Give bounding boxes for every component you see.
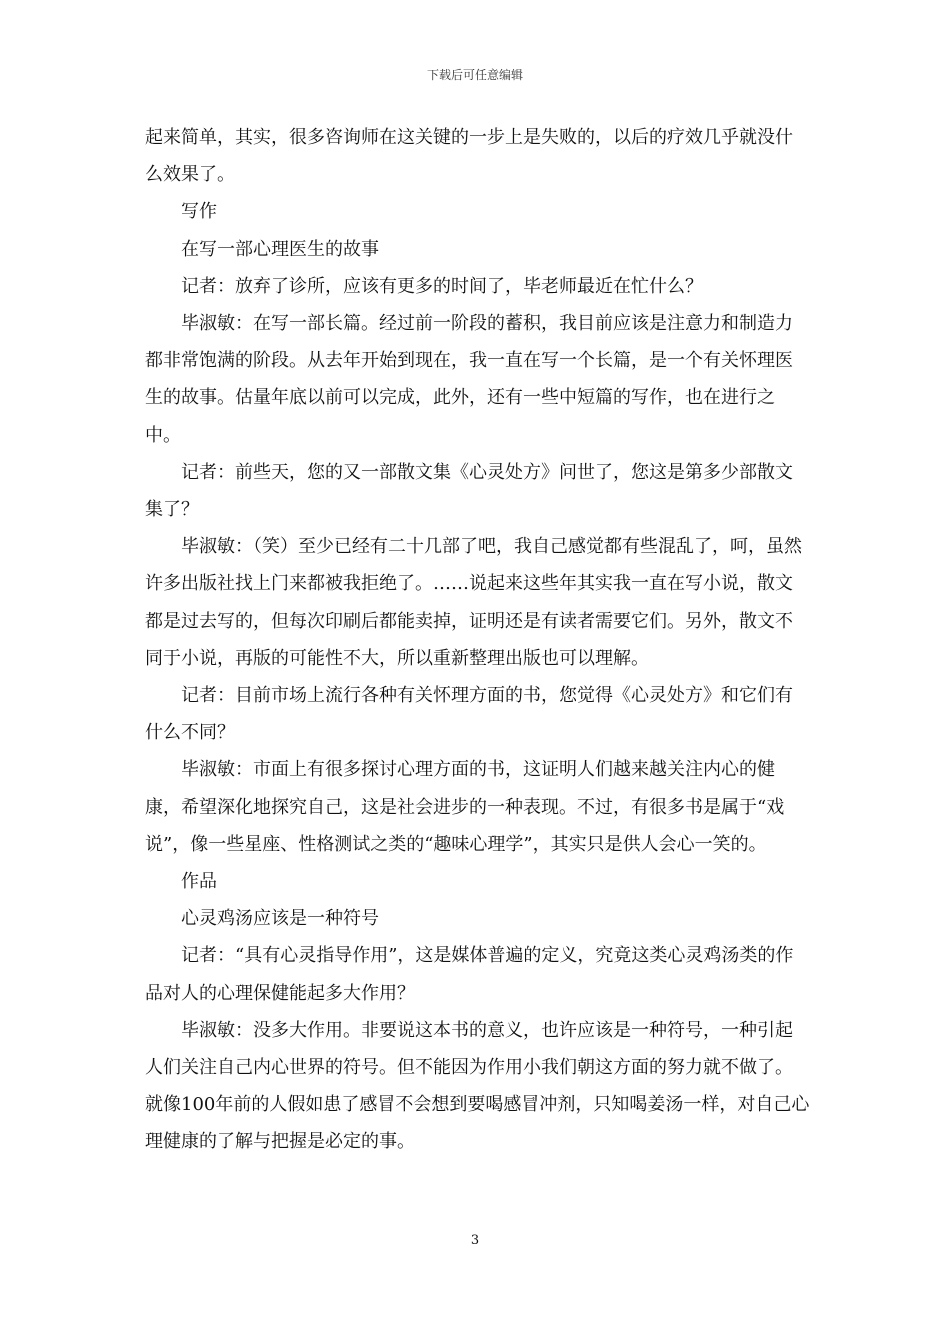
paragraph: 毕淑敏：市面上有很多探讨心理方面的书，这证明人们越来越关注内心的健康，希望深化地探究自己，这是社会进步的一种表现。不过，有很多书是属于“戏说”，像一些星座、性格测试之类的“趣味心理学”，其实只是供人会心一笑的。 (145, 759, 785, 855)
page-header: 下载后可任意编辑 (426, 68, 523, 82)
paragraph: 毕淑敏：没多大作用。非要说这本书的意义，也许应该是一种符号，一种引起人们关注自己内心世界的符号。但不能因为作用小我们朝这方面的努力就不做了。就像100年前的人假如患了感冒不会想到要喝感冒冲剂，只知喝姜汤一样，对自己心理健康的了解与把握是必定的事。 (145, 1019, 810, 1153)
paragraph: 记者：目前市场上流行各种有关怀理方面的书，您觉得《心灵处方》和它们有什么不同？ (145, 685, 793, 744)
document-body (145, 119, 810, 1161)
paragraph: 毕淑敏：（笑）至少已经有二十几部了吧，我自己感觉都有些混乱了，呵，虽然许多出版社找上门来都被我拒绝了。……说起来这些年其实我一直在写小说，散文都是过去写的，但每次印刷后都能卖掉，证明还是有读者需要它们。另外，散文不同于小说，再版的可能性不大，所以重新整理出版也可以理解。 (145, 536, 802, 669)
subheading: 心灵鸡汤应该是一种符号 (181, 908, 379, 930)
section-heading-writing: 写作 (181, 201, 217, 223)
paragraph: 毕淑敏：在写一部长篇。经过前一阶段的蓄积，我目前应该是注意力和制造力都非常饱满的阶段。从去年开始到现在，我一直在写一个长篇，是一个有关怀理医生的故事。估量年底以前可以完成，此外，还有一些中短篇的写作，也在进行之中。 (145, 313, 793, 446)
paragraph: 记者：“具有心灵指导作用”，这是媒体普遍的定义，究竟这类心灵鸡汤类的作品对人的心理保健能起多大作用？ (145, 945, 794, 1004)
paragraph: 记者：前些天，您的又一部散文集《心灵处方》问世了，您这是第多少部散文集了？ (145, 461, 793, 521)
paragraph: 记者：放弃了诊所，应该有更多的时间了，毕老师最近在忙什么？ (181, 275, 703, 297)
page-number: 3 (470, 1233, 480, 1248)
subheading: 在写一部心理医生的故事 (181, 238, 379, 260)
section-heading-works: 作品 (181, 871, 217, 893)
paragraph: 起来简单，其实，很多咨询师在这关键的一步上是失败的，以后的疗效几乎就没什么效果了。 (145, 127, 793, 186)
